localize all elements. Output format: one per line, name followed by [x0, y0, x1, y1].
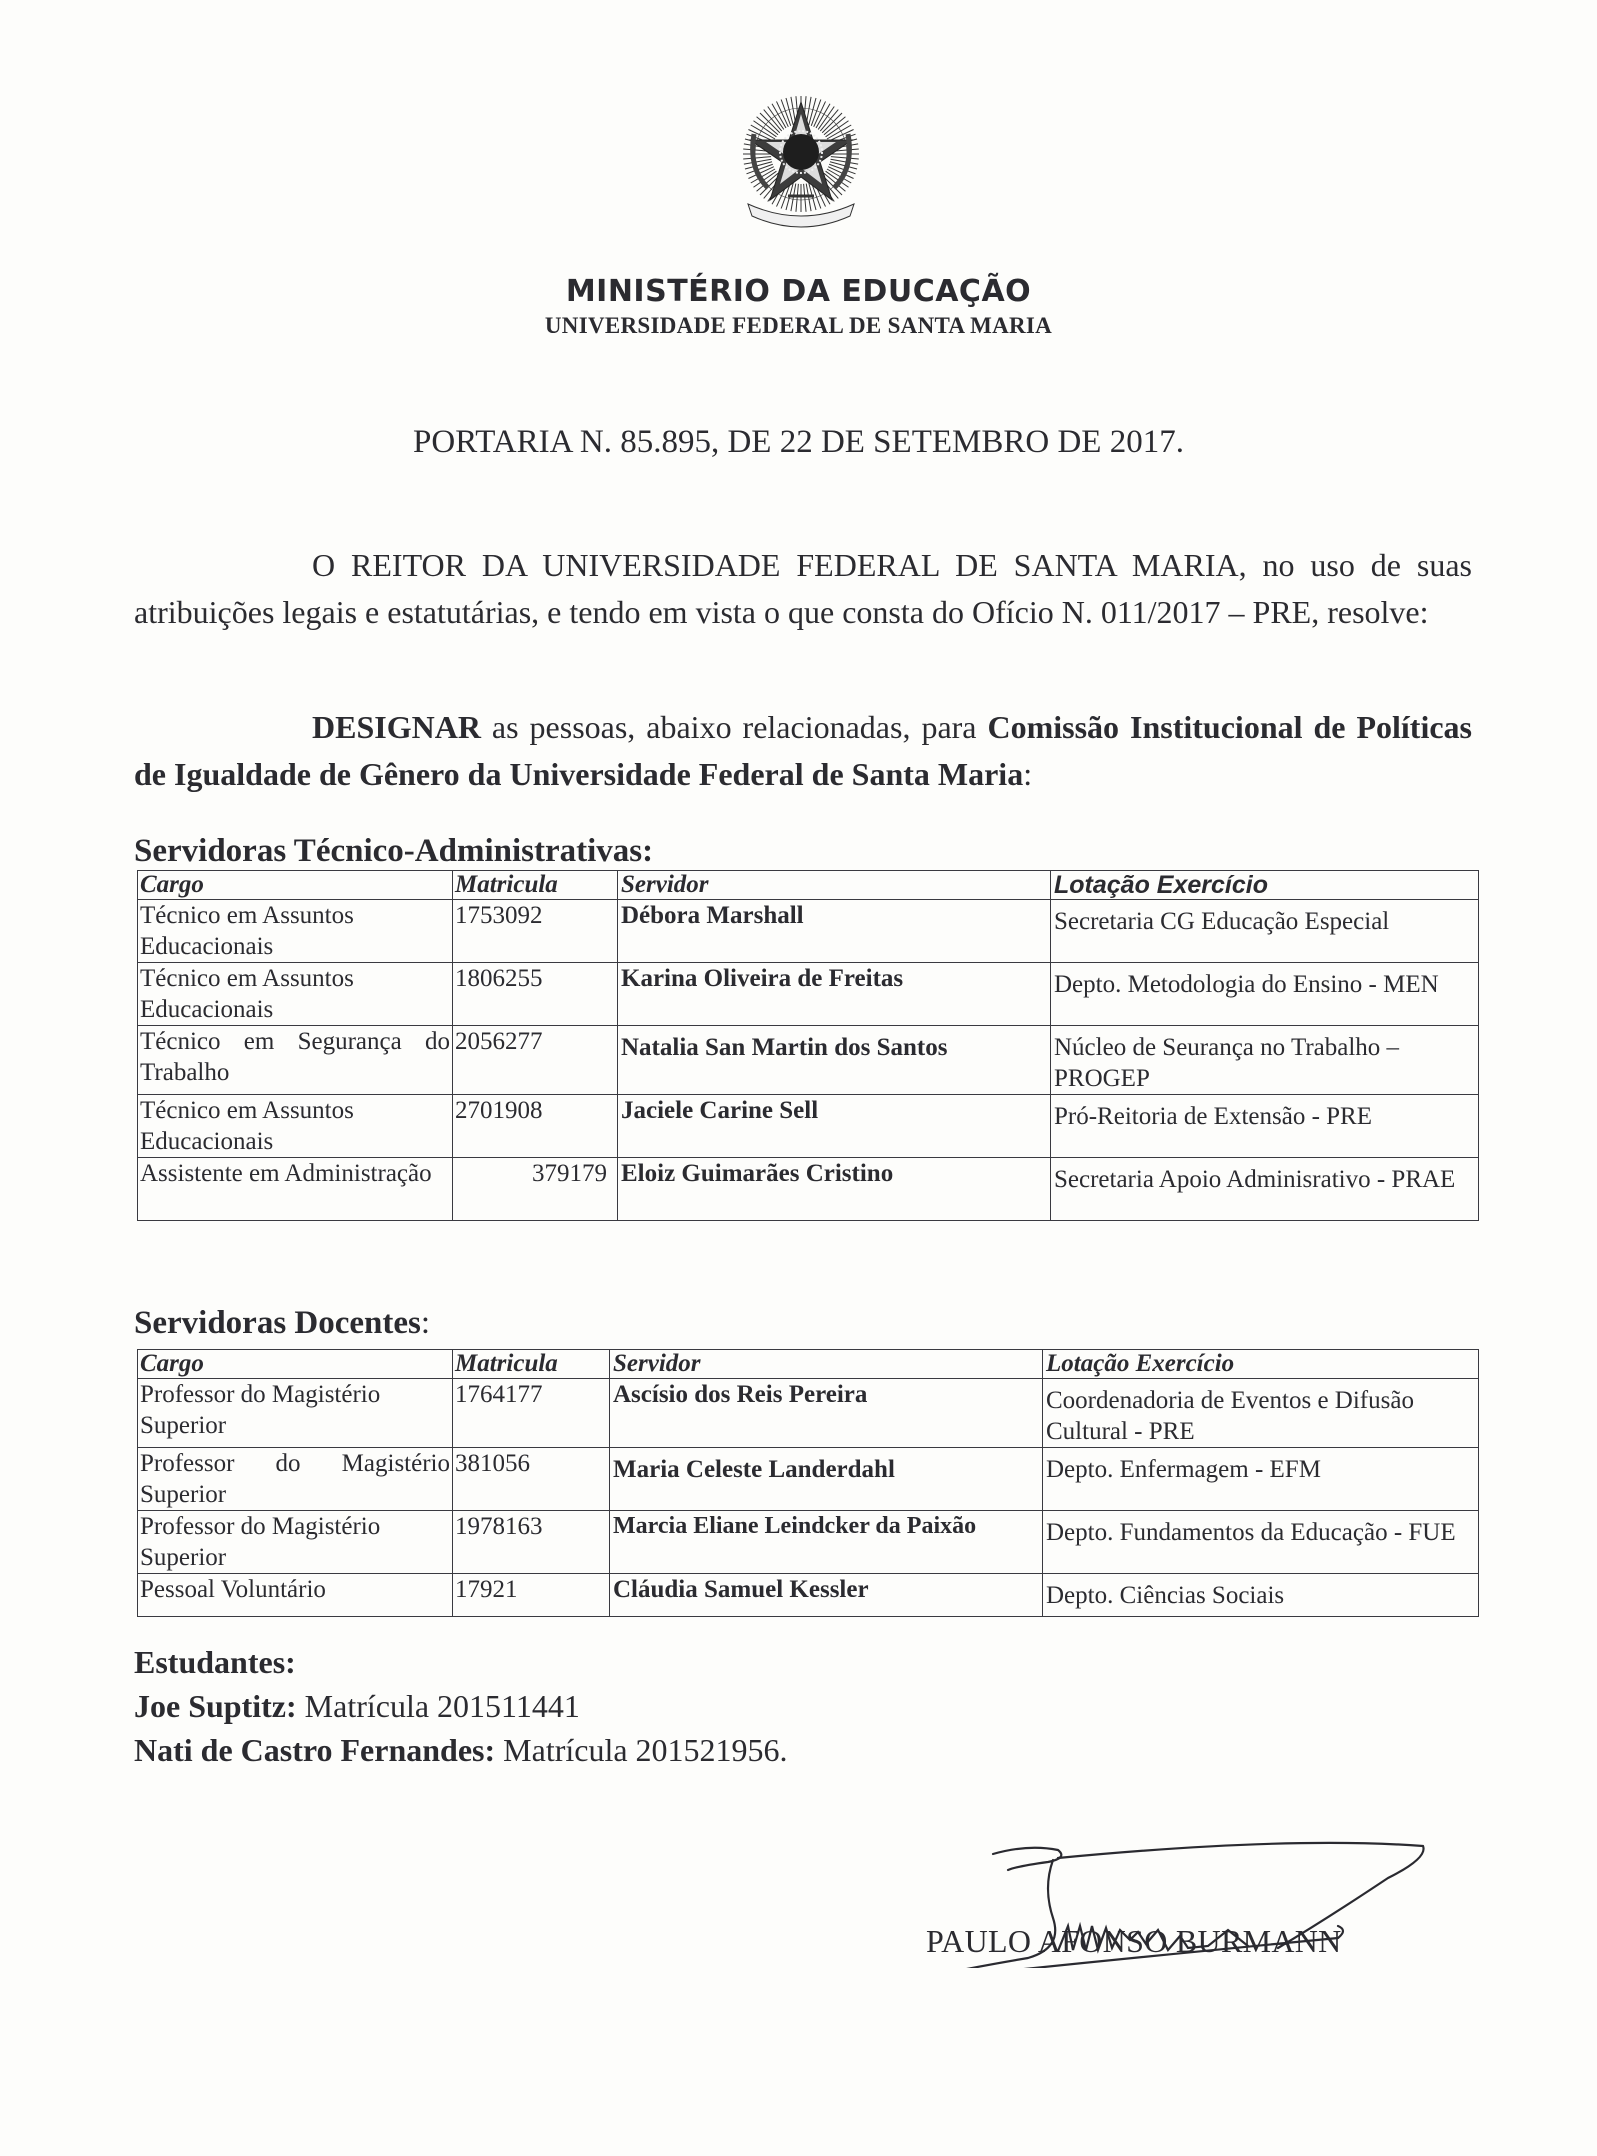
- cell-matricula: 2056277: [453, 1026, 618, 1095]
- preamble-paragraph: O REITOR DA UNIVERSIDADE FEDERAL DE SANTA MARIA, no uso de suas atribuições legais e estatutárias, e tendo em vista o que consta do Ofício N. 011/2017 – PRE, resolve:: [134, 547, 1472, 630]
- cell-lotacao-text: Depto. Fundamentos da Educação - FUE: [1046, 1519, 1456, 1546]
- seal-ray: [822, 113, 842, 133]
- student-item: [134, 1728, 788, 1772]
- student-info: Matrícula 201511441: [296, 1688, 580, 1724]
- seal-ray: [760, 113, 780, 133]
- signer-name: PAULO AFONSO BURMANN: [926, 1923, 1342, 1959]
- cell-cargo: Professor do Magistério Superior: [138, 1511, 453, 1574]
- col-header-lotacao: Lotação Exercício: [1051, 871, 1479, 900]
- col-header-servidor: Servidor: [618, 871, 1051, 900]
- seal-ray: [743, 157, 771, 159]
- seal-ray: [796, 184, 798, 212]
- cell-cargo: Técnico em Assuntos Educacionais: [138, 1095, 453, 1158]
- designation-text: as pessoas, abaixo relacionadas, para: [480, 709, 988, 745]
- cell-cargo: Professor do Magistério Superior: [138, 1448, 453, 1511]
- student-info: Matrícula 201521956.: [495, 1732, 788, 1768]
- table-tecnicos: [137, 870, 1479, 1221]
- cell-lotacao: [1043, 1448, 1479, 1511]
- cell-cargo: Professor do Magistério Superior: [138, 1379, 453, 1448]
- col-header-matricula: Matricula: [453, 871, 618, 900]
- university-heading: UNIVERSIDADE FEDERAL DE SANTA MARIA: [544, 313, 1053, 338]
- cell-lotacao: [1051, 1095, 1479, 1158]
- cell-lotacao-text: Núcleo de Seurança no Trabalho – PROGEP: [1054, 1034, 1400, 1092]
- designation-tail: :: [1023, 756, 1033, 792]
- cell-servidor: [610, 1448, 1043, 1511]
- cell-servidor: Marcia Eliane Leindcker da Paixão: [610, 1511, 1043, 1574]
- cell-cargo: Técnico em Assuntos Educacionais: [138, 963, 453, 1026]
- cell-cargo: Técnico em Assuntos Educacionais: [138, 900, 453, 963]
- cell-servidor: Karina Oliveira de Freitas: [618, 963, 1051, 1026]
- table-header-row: [138, 871, 1479, 900]
- cell-lotacao-text: Secretaria Apoio Adminisrativo - PRAE: [1054, 1166, 1456, 1193]
- cell-lotacao: [1043, 1511, 1479, 1574]
- seal-ray: [831, 157, 859, 159]
- table-row: [138, 1095, 1479, 1158]
- cell-servidor: [618, 1026, 1051, 1095]
- cell-cargo: Assistente em Administração: [138, 1158, 453, 1221]
- student-item: [134, 1684, 788, 1728]
- section-title-tecnicos: Servidoras Técnico-Administrativas:: [134, 833, 654, 869]
- table-row: [138, 1574, 1479, 1617]
- cell-lotacao-text: Pró-Reitoria de Extensão - PRE: [1054, 1103, 1372, 1130]
- section-title-colon: :: [420, 1305, 431, 1341]
- table-row: [138, 963, 1479, 1026]
- table-row: [138, 1448, 1479, 1511]
- cell-matricula: 379179: [453, 1158, 618, 1221]
- student-name: Joe Suptitz:: [134, 1688, 297, 1724]
- col-header-cargo: Cargo: [138, 871, 453, 900]
- ministry-heading: MINISTÉRIO DA EDUCAÇÃO: [565, 274, 1032, 309]
- table-row: [138, 1379, 1479, 1448]
- cell-servidor-text: Maria Celeste Landerdahl: [613, 1456, 895, 1483]
- cell-matricula: 1764177: [453, 1379, 610, 1448]
- students-section: [134, 1640, 788, 1772]
- student-name: Nati de Castro Fernandes:: [134, 1732, 496, 1768]
- cell-matricula: 1753092: [453, 900, 618, 963]
- cell-servidor: Cláudia Samuel Kessler: [610, 1574, 1043, 1617]
- cell-lotacao: [1051, 1158, 1479, 1221]
- cell-lotacao: [1051, 963, 1479, 1026]
- cell-servidor: Jaciele Carine Sell: [618, 1095, 1051, 1158]
- designation-paragraph: [134, 704, 1472, 798]
- cell-lotacao: [1043, 1379, 1479, 1448]
- cell-matricula: 1978163: [453, 1511, 610, 1574]
- coat-of-arms-seal-icon: [728, 88, 874, 234]
- table-row: [138, 1158, 1479, 1221]
- table-row: [138, 1511, 1479, 1574]
- cell-servidor: Débora Marshall: [618, 900, 1051, 963]
- document-title: PORTARIA N. 85.895, DE 22 DE SETEMBRO DE 2017.: [413, 424, 1184, 460]
- cell-lotacao-text: Depto. Metodologia do Ensino - MEN: [1054, 971, 1439, 998]
- cell-lotacao-text: Depto. Enfermagem - EFM: [1046, 1456, 1321, 1483]
- cell-lotacao: [1043, 1574, 1479, 1617]
- table-docentes: [137, 1349, 1479, 1617]
- cell-lotacao: [1051, 900, 1479, 963]
- cell-cargo: Técnico em Segurança do Trabalho: [138, 1026, 453, 1095]
- handwritten-signature-icon: [868, 1818, 1428, 1968]
- cell-matricula: 2701908: [453, 1095, 618, 1158]
- commission-name: Comissão Institucional de Políticas de Igualdade de Gênero da Universidade Federal de Santa Maria: [134, 709, 1473, 792]
- table-row: [138, 1026, 1479, 1095]
- cell-lotacao-text: Depto. Ciências Sociais: [1046, 1582, 1285, 1609]
- cell-servidor: Ascísio dos Reis Pereira: [610, 1379, 1043, 1448]
- col-header-lotacao: Lotação Exercício: [1043, 1350, 1479, 1379]
- cell-lotacao: [1051, 1026, 1479, 1095]
- cell-lotacao-text: Coordenadoria de Eventos e Difusão Cultural - PRE: [1046, 1387, 1414, 1445]
- cell-matricula: 17921: [453, 1574, 610, 1617]
- col-header-cargo: Cargo: [138, 1350, 453, 1379]
- cell-servidor-text: Natalia San Martin dos Santos: [621, 1034, 948, 1061]
- col-header-matricula: Matricula: [453, 1350, 610, 1379]
- table-header-row: [138, 1350, 1479, 1379]
- cell-matricula: 1806255: [453, 963, 618, 1026]
- cell-matricula: 381056: [453, 1448, 610, 1511]
- seal-ray: [804, 184, 806, 212]
- cell-lotacao-text: Secretaria CG Educação Especial: [1054, 908, 1390, 935]
- students-title: Estudantes:: [134, 1644, 296, 1680]
- cell-cargo: Pessoal Voluntário: [138, 1574, 453, 1617]
- table-row: [138, 900, 1479, 963]
- cell-servidor: Eloiz Guimarães Cristino: [618, 1158, 1051, 1221]
- designar-keyword: DESIGNAR: [312, 709, 481, 745]
- section-title-docentes: [134, 1305, 430, 1342]
- col-header-servidor: Servidor: [610, 1350, 1043, 1379]
- section-title-docentes-text: Servidoras Docentes: [134, 1305, 421, 1341]
